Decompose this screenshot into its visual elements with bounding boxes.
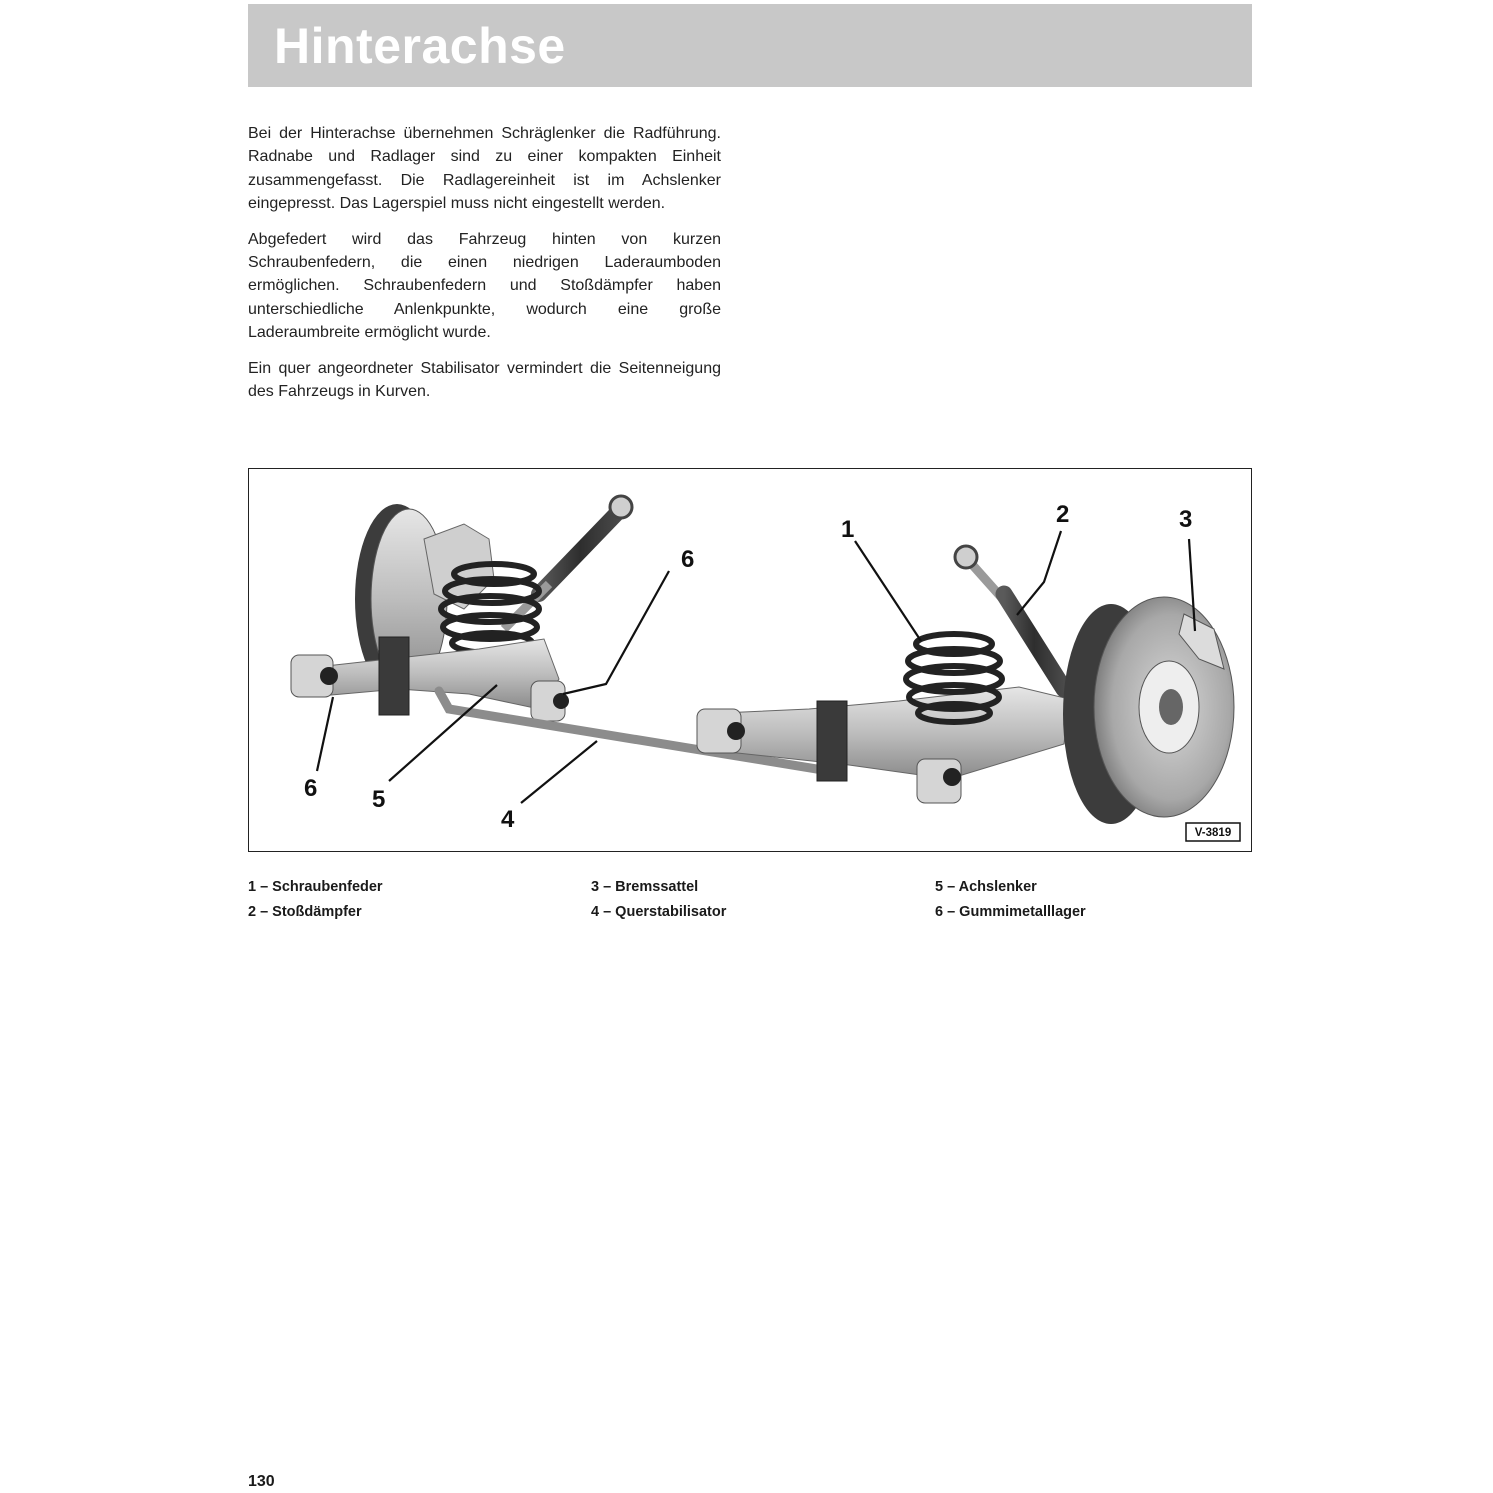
- legend-item: 3 – Bremssattel: [591, 879, 699, 895]
- callout-6-top: 6: [681, 546, 695, 573]
- callout-1: 1: [841, 516, 855, 543]
- legend-item: 6 – Gummimetalllager: [935, 904, 1086, 920]
- figure-code: V-3819: [1194, 827, 1232, 839]
- legend-item: 2 – Stoßdämpfer: [248, 904, 362, 920]
- axle-illustration: [248, 468, 1252, 852]
- paragraph: Bei der Hinterachse übernehmen Schräglenker die Radführung. Radnabe und Radlager sind zu einer kompakten Einheit zusammengefasst. Die Radlagereinheit ist im Achslenker eingepresst. Das Lagerspiel muss nicht eingestellt werden.: [248, 125, 721, 213]
- callout-6-left: 6: [304, 775, 318, 802]
- page-number: 130: [248, 1473, 275, 1490]
- rear-axle-drawing: [249, 469, 1251, 851]
- legend-item: 4 – Querstabilisator: [591, 904, 727, 920]
- paragraph: Ein quer angeordneter Stabilisator vermindert die Seitenneigung des Fahrzeugs in Kurven.: [248, 359, 721, 401]
- figure-code-badge: [1186, 823, 1240, 841]
- callout-5: 5: [372, 786, 386, 813]
- callout-3: 3: [1179, 506, 1193, 533]
- page-title: Hinterachse: [274, 18, 566, 74]
- right-trailing-arm: [697, 687, 1069, 803]
- body-text: [248, 122, 721, 415]
- right-coil-spring: [906, 634, 1002, 722]
- legend-item: 1 – Schraubenfeder: [248, 879, 383, 895]
- legend-item: 5 – Achslenker: [935, 879, 1037, 895]
- paragraph: Abgefedert wird das Fahrzeug hinten von kurzen Schraubenfedern, die einen niedrigen Laderaumboden ermöglichen. Schraubenfedern und Stoßdämpfer haben unterschiedliche Anlenkpunkte, wodurch eine große Laderaumbreite ermöglicht wurde.: [248, 230, 721, 342]
- right-brake-disc: [1063, 597, 1234, 824]
- left-shock-absorber: [504, 496, 632, 629]
- callout-4: 4: [501, 806, 515, 833]
- callout-2: 2: [1056, 501, 1070, 528]
- title-bar: [248, 4, 1252, 87]
